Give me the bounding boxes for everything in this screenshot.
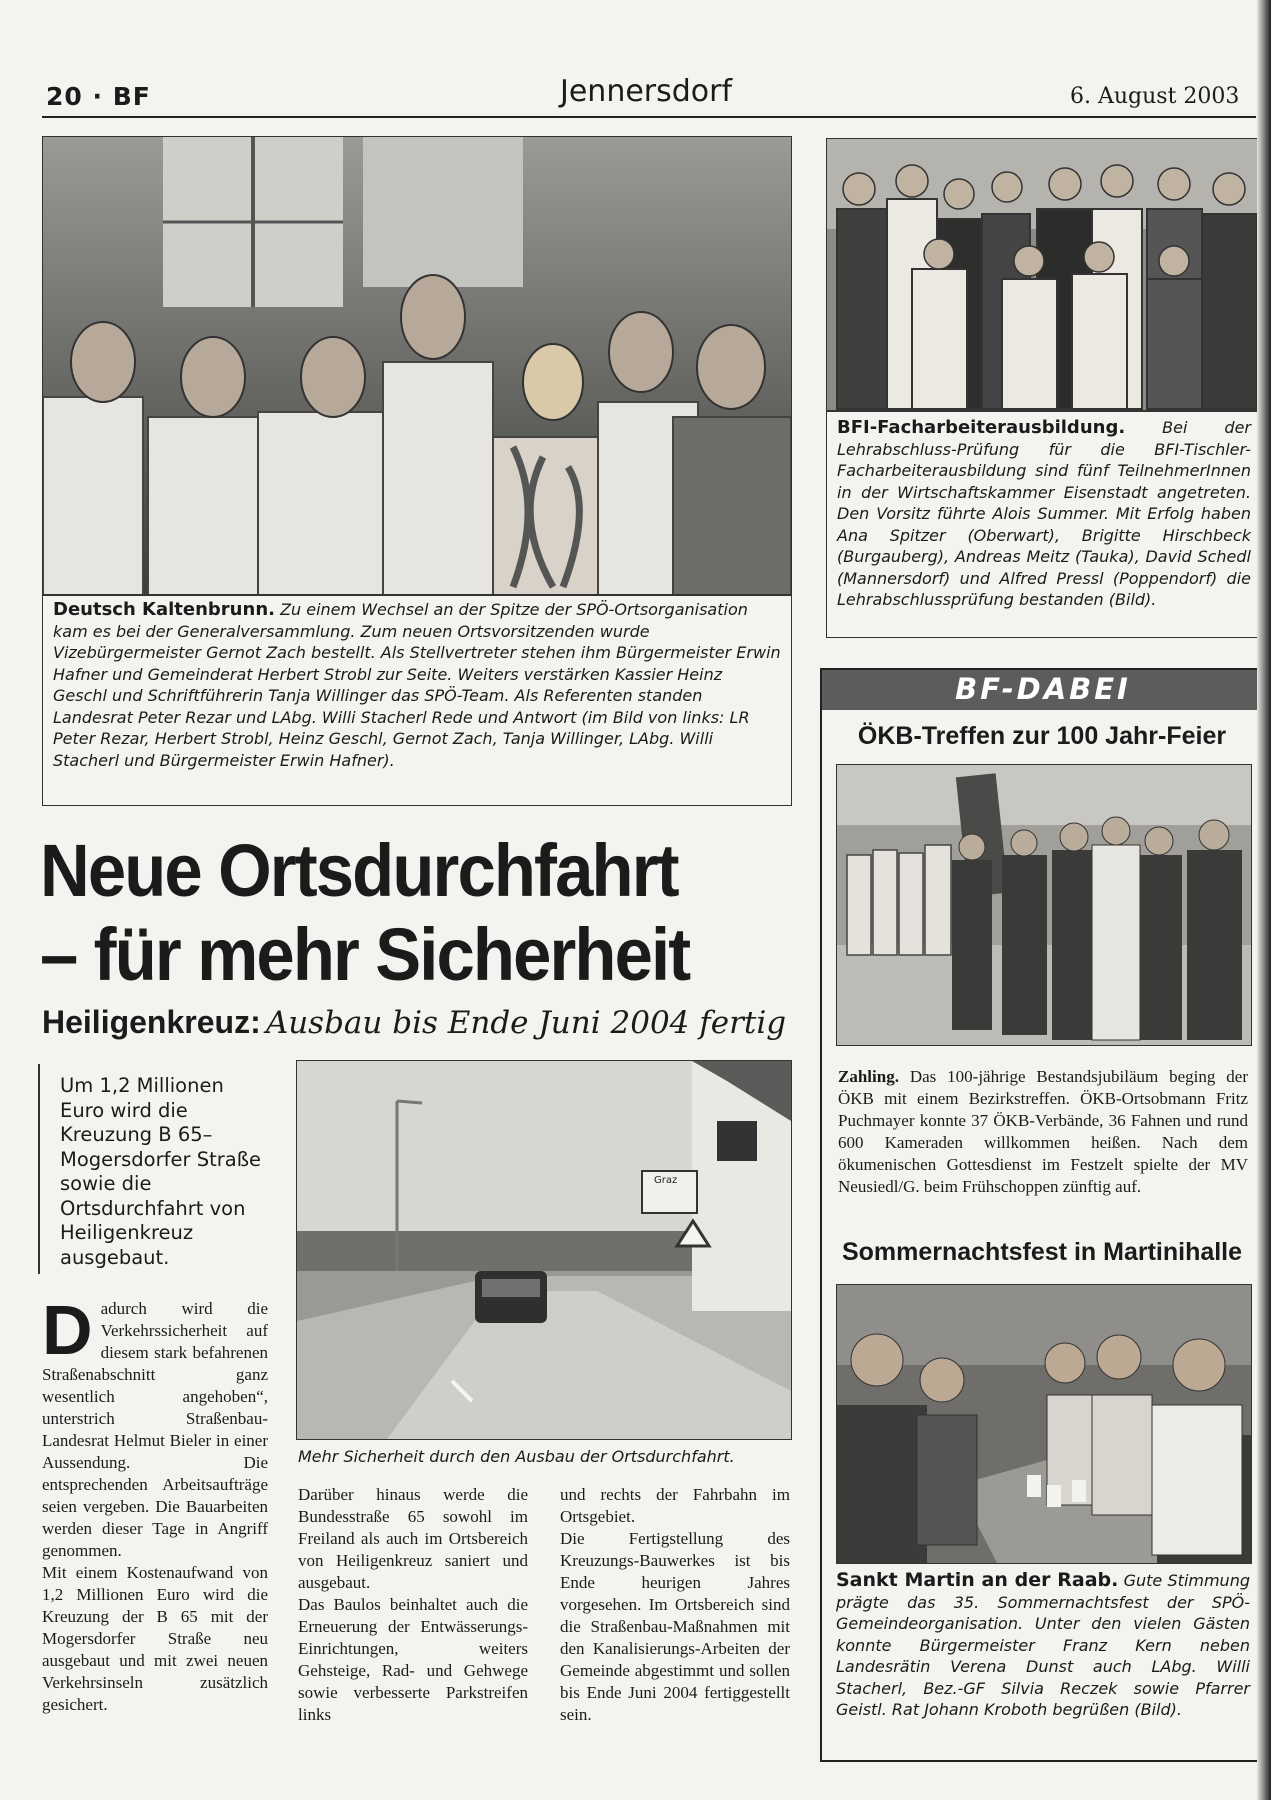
col3-para1: und rechts der Fahrbahn im Ortsgebiet. (560, 1485, 790, 1526)
section-title: Jennersdorf (560, 74, 733, 109)
bfi-caption-text: Bei der Lehrabschluss-Prüfung für die BFI-Tischler-Facharbeiterausbildung sind fünf TeilnehmerInnen in der Wirtschaftskammer Eisenstadt angetreten. Den Vorsitz führte Alois Summer. Mit Erfolg haben Ana Spitzer (Oberwart), Brigitte Hirschbeck (Burgauberg), Andreas Meitz (Tauka), David Schedl (Mannersdorf) und Alfred Pressl (Poppendorf) die Lehrabschlussprüfung bestanden (Bild). (837, 418, 1251, 609)
summer-photo (836, 1284, 1252, 1564)
caption-lead: Deutsch Kaltenbrunn. (53, 599, 275, 620)
okb-body: Das 100-jährige Bestandsjubiläum beging der ÖKB mit einem Bezirkstreffen. ÖKB-Ortsobmann Fritz Puchmayer konnte 37 ÖKB-Verbände, 36 Fahnen und rund 600 Kameraden willkommen heißen. Nach dem ökumenischen Gottesdienst im Festzelt spielte der MV Neusiedl/G. beim Frühschoppen zünftig auf. (838, 1067, 1248, 1196)
teaser-rule (38, 1064, 40, 1274)
article-col1 (42, 1291, 268, 1716)
col2-para1: Darüber hinaus werde die Bundesstraße 65 sowohl im Freiland als auch im Ortsbereich von Heiligenkreuz saniert und ausgebaut. (298, 1485, 528, 1592)
subheadline (42, 1004, 786, 1041)
header-rule (42, 116, 1256, 118)
bfi-caption (837, 417, 1251, 611)
group-photo-caption-box (42, 594, 792, 806)
article-col3 (560, 1484, 790, 1726)
article-col2 (298, 1484, 528, 1726)
page-number: 20 · BF (46, 82, 151, 111)
okb-photo (836, 764, 1252, 1046)
summer-lead: Sankt Martin an der Raab. (836, 1569, 1119, 1591)
okb-text (838, 1066, 1248, 1198)
dropcap: D (42, 1291, 93, 1369)
subtitle: Ausbau bis Ende Juni 2004 fertig (265, 1005, 787, 1041)
okb-lead: Zahling. (838, 1067, 899, 1086)
summer-body: Gute Stimmung prägte das 35. Sommernachtsfest der SPÖ-Gemeindeorganisation. Unter den vielen Gästen konnte Bürgermeister Franz Kern neben Landesrätin Verena Dunst auch LAbg. Willi Stacherl, Bez.-GF Silvia Reczek sowie Pfarrer Geistl. Rat Johann Kroboth begrüßen (Bild). (836, 1571, 1250, 1719)
col2-para2: Das Baulos beinhaltet auch die Erneuerung der Entwässerungs-Einrichtungen, weiters Gehsteige, Rad- und Gehwege sowie verbesserte Parkstreifen links (298, 1595, 528, 1724)
col3-para2: Die Fertigstellung des Kreuzungs-Bauwerkes ist bis Ende heurigen Jahres vorgesehen. Im Ortsbereich sind die Straßenbau-Maßnahmen mit den Kanalisierungs-Arbeiten der Gemeinde abgestimmt und sollen bis Ende Juni 2004 fertiggestellt sein. (560, 1529, 790, 1724)
road-sign-text: Graz (654, 1175, 678, 1186)
kicker: Heiligenkreuz: (42, 1004, 261, 1040)
group-photo-caption (53, 599, 781, 771)
issue-date: 6. August 2003 (1070, 84, 1240, 109)
caption-text: Zu einem Wechsel an der Spitze der SPÖ-Ortsorganisation kam es bei der Generalversammlung. Zum neuen Ortsvorsitzenden wurde Vizebürgermeister Gernot Zach bestellt. Als Stellvertreter stehen ihm Bürgermeister Erwin Hafner und Gemeinderat Herbert Strobl zur Seite. Weiters verstärken Kassier Heinz Geschl und Schriftführerin Tanja Willinger das SPÖ-Team. Als Referenten standen Landesrat Peter Rezar und LAbg. Willi Stacherl Rede und Antwort (im Bild von links: LR Peter Rezar, Herbert Strobl, Heinz Geschl, Gernot Zach, Tanja Willinger, LAbg. Willi Stacherl und Bürgermeister Erwin Hafner). (53, 600, 781, 770)
road-photo-caption: Mehr Sicherheit durch den Ausbau der Ortsdurchfahrt. (298, 1447, 735, 1466)
scan-edge (1257, 0, 1271, 1800)
summer-caption (836, 1570, 1250, 1721)
headline-line1: Neue Ortsdurchfahrt (40, 829, 678, 912)
group-photo (42, 136, 792, 596)
okb-title: ÖKB-Treffen zur 100 Jahr-Feier (857, 722, 1227, 750)
bfi-caption-lead: BFI-Facharbeiterausbildung. (837, 417, 1126, 438)
bfi-caption-box (826, 410, 1260, 638)
col1-para2: Mit einem Kostenaufwand von 1,2 Millionen Euro wird die Kreuzung der B 65 mit der Mogersdorfer Straße neu ausgebaut und mit zwei neuen Verkehrsinseln zusätzlich gesichert. (42, 1563, 268, 1714)
col1-para1: adurch wird die Verkehrssicherheit auf diesem stark befahrenen Straßenabschnitt ganz wesentlich angehoben“, unterstrich Straßenbau-Landesrat Helmut Bieler in einer Aussendung. Die entsprechenden Arbeitsaufträge seien vergeben. Die Bauarbeiten werden dieser Tage in Angriff genommen. (42, 1299, 268, 1560)
bfi-photo (826, 138, 1260, 412)
teaser: Um 1,2 Millionen Euro wird die Kreuzung B 65–Mogersdorfer Straße sowie die Ortsdurchfahrt von Heiligenkreuz ausgebaut. (60, 1074, 261, 1269)
summer-title: Sommernachtsfest in Martinihalle (841, 1238, 1243, 1266)
headline-line2: – für mehr Sicherheit (40, 913, 690, 996)
bf-dabei-banner-text: BF-DABEI (955, 672, 1131, 706)
road-photo (296, 1060, 792, 1440)
